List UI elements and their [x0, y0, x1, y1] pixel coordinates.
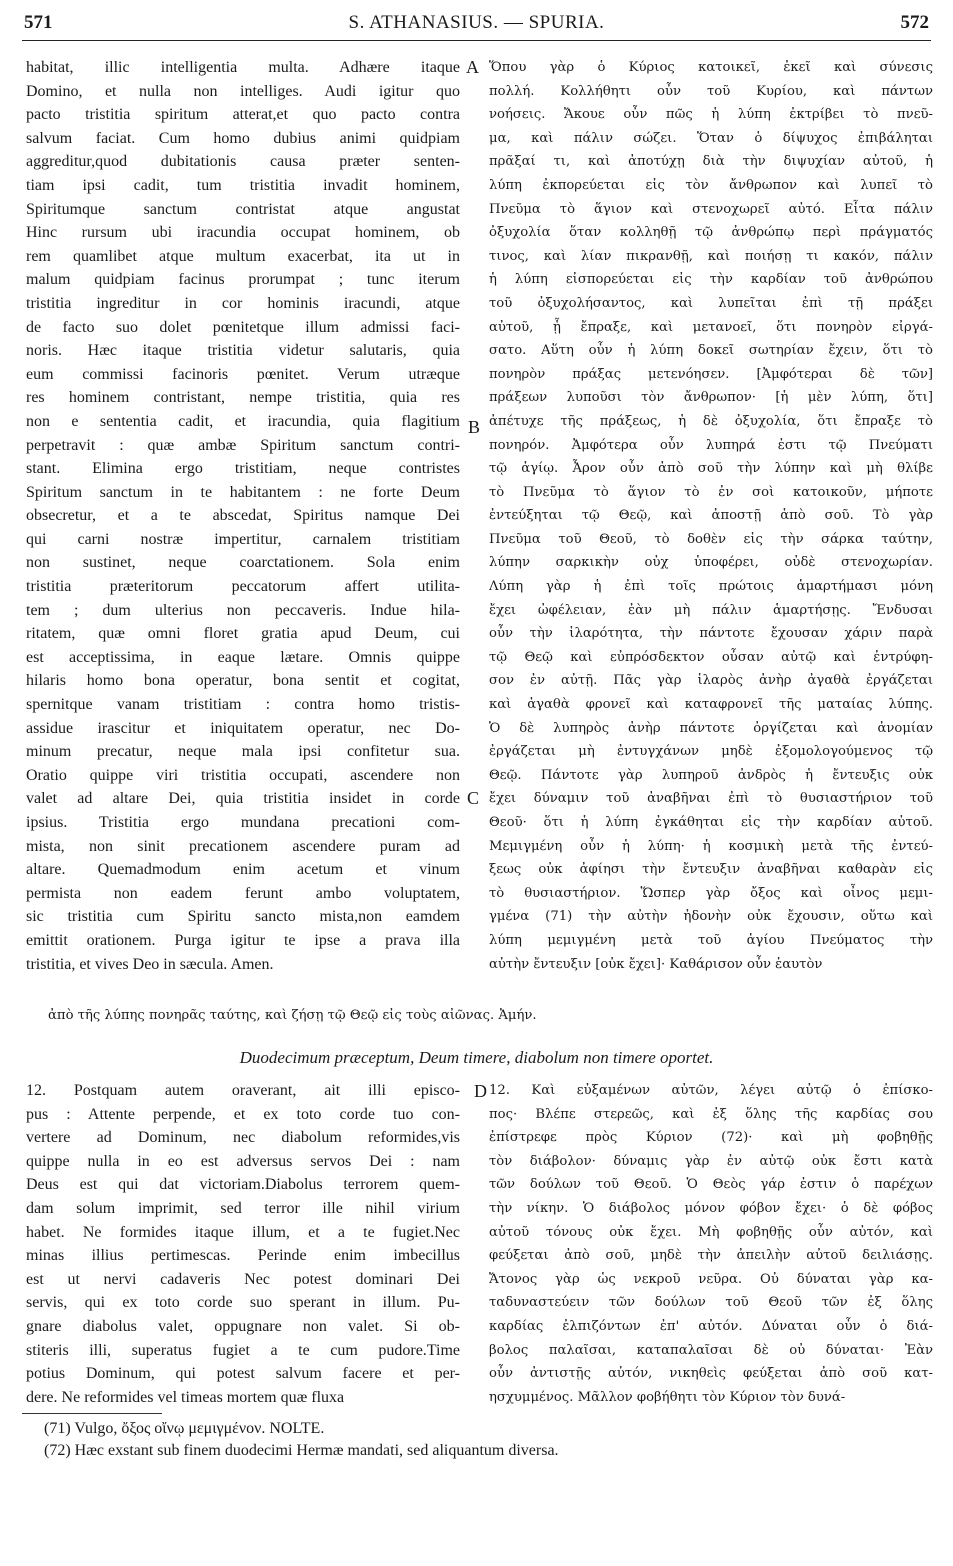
greek-text-line: λύπην σαρκικὴν οὐχ ὑποφέρει, οὐδὲ στενοχωρίαν. [489, 555, 933, 571]
latin-text-line: assidue irascitur et iniquitatem operatur, nec Do- [26, 719, 460, 737]
latin-text-line: est ut nervi cadaveris Nec potest dominari Dei [26, 1270, 460, 1288]
latin-text-line: res hominem contristant, nempe tristitia, quia res [26, 389, 460, 407]
latin-text-line: dam solum imprimit, sed terror ille nihil virium [26, 1199, 460, 1217]
page-number-right: 572 [900, 12, 929, 33]
footnote: (72) Hæc exstant sub finem duodecimi Hermæ mandati, sed aliquantum diversa. [44, 1442, 559, 1459]
greek-text-line: Ὅπου γὰρ ὁ Κύριος κατοικεῖ, ἐκεῖ καὶ σύνεσις [489, 60, 933, 75]
greek-text-line: Θεοῦ· ὅτι ἡ λύπη ἐγκάθηται εἰς τὴν καρδίαν αὐτοῦ. [489, 815, 933, 830]
latin-text-line: gnare diabolus valet, oppugnare non valet. Si ob- [26, 1317, 460, 1335]
latin-text-line: pus : Attente perpende, et ex toto corde tuo con- [26, 1105, 460, 1123]
greek-text-line: νοήσεις. Ἄκουε οὖν πῶς ἡ λύπη ἐκτρίβει τὸ πνεῦ- [489, 107, 933, 123]
greek-text-line: αὐτοῦ, ᾗ ἔπραξε, καὶ μετανοεῖ, ὅτι πονηρὸν εἰργά- [489, 319, 933, 335]
greek-continuation-line: ἀπὸ τῆς λύπης πονηρᾶς ταύτης, καὶ ζήσῃ τῷ Θεῷ εἰς τοὺς αἰῶνας. Ἀμήν. [48, 1008, 537, 1023]
greek-text-line: τῷ ἁγίῳ. Ἆρον οὖν ἀπὸ σοῦ τὴν λύπην καὶ μὴ θλίβε [489, 461, 933, 477]
latin-text-line: emittit orationem. Purga igitur te ipse a prava illa [26, 931, 460, 949]
latin-text-line: non sustinet, neque coarctationem. Sola enim [26, 554, 460, 572]
latin-text-line: noris. Hæc itaque tristitia videtur salutaris, quia [26, 342, 460, 360]
greek-text-line: ἀπέτυχε τῆς πράξεως, ἡ δὲ ὀξυχολία, ὅτι ἔπραξε τὸ [489, 413, 933, 429]
latin-text-line: tristitia, et vives Deo in sæcula. Amen. [26, 955, 274, 973]
greek-text-line: ὀξυχολία ὅταν κολληθῇ τῷ ἀνθρώπῳ περὶ πράγματός [489, 225, 933, 241]
latin-text-line: tristitia præteritorum peccatorum affert utilita- [26, 578, 460, 596]
latin-text-line: pacto tristitia spiritum atterat,et quo pacto contra [26, 106, 460, 124]
greek-text-line: γμένα (71) τὴν αὐτὴν ἡδονὴν οὐκ ἔχουσιν, οὕτω καὶ [489, 909, 933, 925]
greek-text-line: λύπη μεμιγμένη μετὰ τοῦ ἁγίου Πνεύματος τὴν [489, 932, 933, 948]
margin-marker-a: A [466, 57, 479, 77]
latin-text-line: potius Dominum, qui potest salvum facere et per- [26, 1365, 460, 1383]
latin-text-line: servis, qui ex toto corde suo sperant in illum. Pu- [26, 1294, 460, 1312]
latin-text-line: sic tristitia cum Spiritu sancto mista,non eamdem [26, 908, 460, 926]
greek-text-line: ἔχει δύναμιν τοῦ ἀναβῆναι ἐπὶ τὸ θυσιαστήριον τοῦ [489, 791, 933, 807]
latin-text-line: Spiritumque sanctum contristat atque angustat [26, 200, 460, 218]
greek-text-line: Θεῷ. Πάντοτε γὰρ λυπηροῦ ἀνδρὸς ἡ ἔντευξις οὐκ [489, 767, 933, 783]
greek-text-line: Ὁ δὲ λυπηρὸς ἀνὴρ πάντοτε ὀργίζεται καὶ ἀνομίαν [489, 720, 933, 736]
latin-text-line: ipsius. Tristitia ergo mundana precationi com- [26, 814, 460, 831]
greek-text-line: σον ἐν αὐτῇ. Πᾶς γὰρ ἱλαρὸς ἀνὴρ ἀγαθὰ ἐργάζεται [489, 673, 933, 689]
latin-text-line: valet ad altare Dei, quia tristitia insidet in corde [26, 790, 460, 808]
latin-text-line: tiam ipsi cadit, tum tristitia invadit hominem, [26, 176, 460, 194]
greek-text-line: οὖν ἀντιστῇς αὐτόν, νικηθεὶς φεύξεται ἀπὸ σοῦ κατ- [489, 1366, 933, 1382]
latin-text-line: Deus est qui dat victoriam.Diabolus terrorem quem- [26, 1176, 460, 1194]
latin-text-line: dere. Ne reformides vel timeas mortem quæ fluxa [26, 1388, 345, 1406]
section-subtitle: Duodecimum præceptum, Deum timere, diabolum non timere oportet. [239, 1048, 714, 1067]
running-title: S. ATHANASIUS. — SPURIA. [348, 12, 605, 33]
latin-text-line: hilaris homo bona operatur, bona sentit et cogitat, [26, 672, 460, 690]
greek-text-line: πονηρὸν πράξας μετενόησεν. [Ἀμφότεραι δὲ τῶν] [489, 366, 933, 382]
latin-text-line: rem quamlibet atque multum exacerbat, ita ut in [26, 247, 460, 265]
greek-text-line: Πνεῦμα τὸ ἅγιον καὶ στενοχωρεῖ αὐτό. Εἶτα πάλιν [489, 201, 933, 217]
latin-text-line: vertere ad Dominum, nec diabolum reformides,vis [26, 1129, 460, 1147]
latin-text-line: habet. Ne formides itaque illum, et a te fugiet.Nec [26, 1223, 460, 1241]
greek-text-line: καρδίας ἐλπιζόντων ἐπ' αὐτόν. Δύναται οὖν ὁ διά- [489, 1318, 933, 1334]
footnote: (71) Vulgo, ὄξος οἴνῳ μεμιγμένον. NOLTE. [44, 1420, 325, 1437]
greek-text-line: τοῦ ὀξυχολήσαντος, καὶ λυπεῖται ἐπὶ τῇ πράξει [489, 295, 933, 311]
latin-text-line: de facto suo dolet pœnitetque illum admissi faci- [26, 318, 460, 336]
greek-text-line: πος· Βλέπε στερεῶς, καὶ ἐξ ὅλης τῆς καρδίας σου [489, 1106, 933, 1122]
latin-text-line: est acceptissima, in eaque lætare. Omnis quippe [26, 648, 460, 666]
latin-text-line: Spiritum sanctum in te habitantem : ne forte Deum [26, 483, 460, 501]
latin-text-line: non e sententia cadit, et iracundia, quia flagitium [26, 412, 460, 430]
greek-text-line: Ἄτονος γὰρ ὡς νεκροῦ νεῦρα. Οὐ δύναται γὰρ κα- [489, 1271, 933, 1287]
latin-text-line: Hinc rursum ubi iracundia occupat hominem, ob [26, 224, 460, 242]
greek-text-line: πολλή. Κολλήθητι οὖν τοῦ Κυρίου, καὶ πάντων [489, 83, 933, 99]
latin-text-line: aggreditur,quod dubitationis causa præter senten- [26, 153, 460, 171]
greek-text-line: πονηρόν. Ἀμφότερα οὖν λυπηρά ἐστι τῷ Πνεύματι [489, 437, 933, 453]
greek-text-line: αὐτοῦ τόνους οὐκ ἔχει. Μὴ φοβηθῇς οὖν αὐτόν, καὶ [489, 1224, 933, 1240]
greek-text-line: ησχυμμένος. Μᾶλλον φοβήθητι τὸν Κύριον τὸν δυνά- [489, 1389, 846, 1405]
greek-text-line: σατο. Αὕτη οὖν ἡ λύπη δοκεῖ σωτηρίαν ἔχειν, ὅτι τὸ [489, 343, 933, 359]
latin-text-line: spernitque vanam tristitiam : contra homo tristis- [26, 696, 460, 714]
footnotes [44, 1418, 559, 1462]
latin-text-line: tristitia ingreditur in cor hominis iracundi, atque [26, 294, 460, 312]
greek-text-line: τινος, καὶ λίαν πικρανθῇ, καὶ ποιήσῃ τι κακόν, πάλιν [489, 248, 933, 264]
greek-text-line: φεύξεται ἀπὸ σοῦ, μηδὲ τὴν ἀπειλὴν αὐτοῦ δειλιάσῃς. [489, 1248, 933, 1264]
greek-text-line: οὖν τὴν ἱλαρότητα, τὴν πάντοτε ἔχουσαν χάριν παρὰ [489, 626, 933, 642]
greek-text-line: τὸν διάβολον· δύναμις γὰρ ἐν αὐτῷ οὐκ ἔστι κατὰ [489, 1153, 933, 1169]
latin-text-line: Domino, et nulla non intelliges. Audi igitur quo [26, 82, 460, 100]
latin-text-line: eum commissi facinoris pœnitet. Verum utræque [26, 365, 460, 383]
latin-text-line: stant. Elimina ergo tristitiam, neque contristes [26, 460, 460, 478]
greek-text-line: Λύπη γὰρ ἡ ἐπὶ τοῖς πρώτοις ἁμαρτήμασι μόνη [489, 579, 933, 595]
page-number-left: 571 [24, 12, 53, 33]
latin-text-line: tem ; dum ulterius non peccaveris. Indue hila- [26, 601, 460, 619]
greek-text-line: αὐτὴν ἔντευξιν [οὐκ ἔχει]· Καθάρισον οὖν ἑαυτὸν [489, 956, 823, 972]
greek-text-line: ἐντεύξηται τῷ Θεῷ, καὶ ἀποστῇ ἀπὸ σοῦ. Τὸ γὰρ [489, 508, 933, 524]
footnote-rule [22, 1413, 162, 1414]
latin-text-line: minas illius pertimescas. Perinde enim imbecillus [26, 1247, 460, 1265]
greek-text-line: Πνεῦμα τοῦ Θεοῦ, τὸ δοθὲν εἰς τὴν σάρκα ταύτην, [489, 531, 933, 547]
greek-text-line: τῷ Θεῷ καὶ εὐπρόσδεκτον οὖσαν αὐτῷ καὶ ἐντρύφη- [489, 649, 933, 665]
latin-column-top [26, 56, 460, 976]
greek-text-line: λύπη ἐκπορεύεται εἰς τὸν ἄνθρωπον καὶ λυπεῖ τὸ [489, 177, 933, 193]
latin-text-line: habitat, illic intelligentia multa. Adhære itaque [26, 59, 460, 76]
latin-text-line: qui carni nostræ impertitur, carnalem tristitiam [26, 530, 460, 548]
latin-text-line: perpetravit : quæ ambæ Spiritum sanctum contri- [26, 436, 460, 454]
greek-text-line: ταδυναστεύειν τῶν δούλων τοῦ Θεοῦ τῶν ἐξ ὅλης [489, 1295, 933, 1311]
latin-text-line: 12. Postquam autem oraverant, ait illi episco- [26, 1082, 460, 1099]
latin-text-line: altare. Quemadmodum enim acetum et vinum [26, 861, 460, 879]
latin-text-line: malum quidpiam facinus prorumpat ; tunc iterum [26, 271, 460, 289]
latin-text-line: salvum faciat. Cum homo dubius animi quidpiam [26, 129, 460, 147]
greek-text-line: τὸ Πνεῦμα τὸ ἅγιον τὸ ἐν σοὶ κατοικοῦν, μήποτε [489, 484, 933, 500]
greek-column-top [489, 56, 933, 976]
greek-text-line: καὶ ἀγαθὰ φρονεῖ καὶ καταφρονεῖ τῆς ματαίας λύπης. [489, 697, 933, 713]
latin-text-line: permista non eadem ferunt ambo voluptatem, [26, 884, 460, 902]
greek-text-line: βολος παλαῖσαι, καταπαλαῖσαι δὲ οὐ δύναται· Ἐὰν [489, 1342, 933, 1358]
latin-text-line: Oratio quippe viri tristitia occupati, ascendere non [26, 766, 460, 784]
greek-text-line: ἡ λύπη εἰσπορεύεται εἰς τὴν καρδίαν τοῦ ἀνθρώπου [489, 272, 933, 288]
greek-text-line: μα, καὶ πάλιν σώζει. Ὅταν ὁ δίψυχος ἐπιβάληται [489, 130, 933, 146]
margin-marker-d: D [474, 1081, 487, 1101]
greek-text-line: πράξεων λυποῦσι τὸν ἄνθρωπον· [ἡ μὲν λύπη, ὅτι] [489, 390, 933, 406]
latin-column-bottom [26, 1079, 460, 1409]
greek-text-line: Μεμιγμένη οὖν ἡ λύπη· ἡ κοσμικὴ μετὰ τῆς ἐντεύ- [489, 838, 933, 854]
greek-text-line: 12. Καὶ εὐξαμένων αὐτῶν, λέγει αὐτῷ ὁ ἐπίσκο- [489, 1083, 933, 1098]
margin-marker-b: B [468, 417, 481, 437]
greek-text-line: ξεως οὐκ ἀφίησι τὴν ἔντευξιν ἀναβῆναι καθαρὰν εἰς [489, 862, 933, 878]
page-header [22, 12, 931, 38]
header-rule [22, 40, 931, 41]
latin-text-line: quippe nulla in eo est adversus servos Dei : nam [26, 1152, 460, 1170]
latin-text-line: stiteris illi, superatus fugiet a te cum pudore.Time [26, 1341, 460, 1359]
latin-text-line: obsecretur, et a te abscedat, Spiritus namque Dei [26, 507, 460, 525]
latin-text-line: minum precatur, neque mala ipsi confitetur sua. [26, 743, 460, 761]
margin-marker-c: C [467, 788, 480, 808]
greek-text-line: τὴν νίκην. Ὁ διάβολος μόνον φόβον ἔχει· ὁ δὲ φόβος [489, 1200, 933, 1216]
latin-text-line: ritatem, quæ omni floret gratia apud Deum, cui [26, 625, 460, 643]
greek-text-line: ἐπίστρεφε πρὸς Κύριον (72)· καὶ μὴ φοβηθῇς [489, 1130, 933, 1146]
greek-column-bottom [489, 1079, 933, 1409]
greek-text-line: ἔχει ὠφέλειαν, ἐὰν μὴ πάλιν ἁμαρτήσῃς. Ἔνδυσαι [489, 602, 933, 618]
greek-text-line: τῶν δούλων τοῦ Θεοῦ. Ὁ Θεὸς γάρ ἐστιν ὁ παρέχων [489, 1177, 933, 1193]
greek-text-line: τὸ θυσιαστήριον. Ὥσπερ γὰρ ὄξος καὶ οἶνος μεμι- [489, 885, 933, 901]
greek-text-line: ἐργάζεται μὴ ἐντυγχάνων μηδὲ ἐξομολογούμενος τῷ [489, 744, 933, 760]
latin-text-line: mista, non sinit precationem ascendere puram ad [26, 837, 460, 855]
greek-text-line: πρᾶξαί τι, καὶ ἀποτύχῃ διὰ τὴν διψυχίαν αὐτοῦ, ἡ [489, 154, 933, 170]
